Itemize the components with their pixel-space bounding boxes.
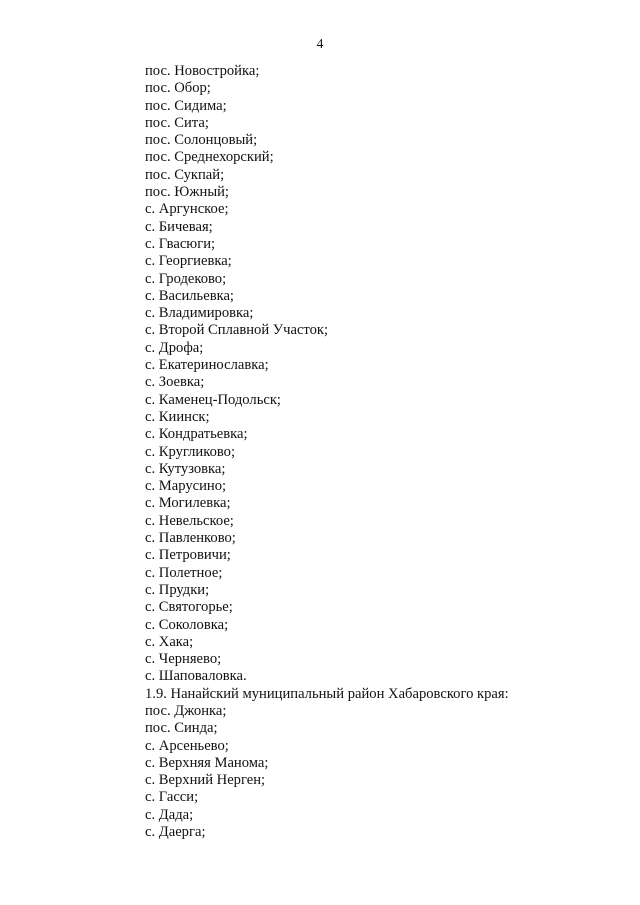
list-item: пос. Сидима; [145, 97, 227, 114]
list-item: с. Кондратьевка; [145, 426, 248, 443]
list-item: с. Невельское; [145, 512, 234, 529]
list-item: с. Полетное; [145, 564, 223, 581]
list-item: с. Прудки; [145, 581, 210, 598]
list-item: с. Могилевка; [145, 495, 231, 512]
list-item: с. Зоевка; [145, 374, 205, 391]
list-item: с. Черняево; [145, 651, 222, 668]
list-item: с. Арсеньево; [145, 737, 229, 754]
list-item: с. Марусино; [145, 478, 227, 495]
list-item: пос. Новостройка; [145, 63, 260, 79]
list-item: с. Гасси; [145, 789, 199, 806]
page-number: 4 [316, 36, 324, 51]
list-item: с. Петровичи; [145, 547, 231, 564]
settlement-list [145, 63, 585, 841]
list-item: с. Кутузовка; [145, 460, 226, 477]
list-item: пос. Синда; [145, 720, 218, 737]
list-item: пос. Сукпай; [145, 166, 225, 183]
list-item: с. Павленково; [145, 530, 236, 547]
list-item: с. Васильевка; [145, 287, 234, 304]
list-item: с. Киинск; [145, 408, 210, 425]
list-item: пос. Южный; [145, 184, 229, 201]
list-item: пос. Сита; [145, 114, 209, 131]
list-item: с. Соколовка; [145, 616, 229, 633]
list-item: с. Святогорье; [145, 599, 233, 616]
list-item: с. Гродеково; [145, 270, 227, 287]
list-item: пос. Солонцовый; [145, 132, 258, 149]
list-item: с. Дада; [145, 806, 194, 823]
list-item: с. Георгиевка; [145, 253, 232, 270]
list-item: с. Даерга; [145, 824, 206, 841]
list-item: с. Гвасюги; [145, 235, 216, 252]
list-item: с. Верхняя Манома; [145, 754, 269, 771]
list-item: с. Дрофа; [145, 339, 204, 356]
list-item: с. Второй Сплавной Участок; [145, 322, 329, 339]
list-item: с. Каменец-Подольск; [145, 391, 281, 408]
list-item: с. Екатеринославка; [145, 357, 269, 374]
list-item: с. Владимировка; [145, 305, 254, 322]
list-item: пос. Джонка; [145, 702, 227, 719]
list-item: с. Аргунское; [145, 201, 229, 218]
list-item: с. Хака; [145, 633, 194, 650]
list-item: с. Верхний Нерген; [145, 772, 266, 789]
list-item: пос. Среднехорский; [145, 149, 274, 166]
list-item: с. Шаповаловка. [145, 668, 247, 685]
list-item: с. Бичевая; [145, 218, 213, 235]
list-item: пос. Обор; [145, 80, 211, 97]
list-item: с. Кругликово; [145, 443, 236, 460]
section-heading: 1.9. Нанайский муниципальный район Хабаровского края: [145, 685, 509, 702]
